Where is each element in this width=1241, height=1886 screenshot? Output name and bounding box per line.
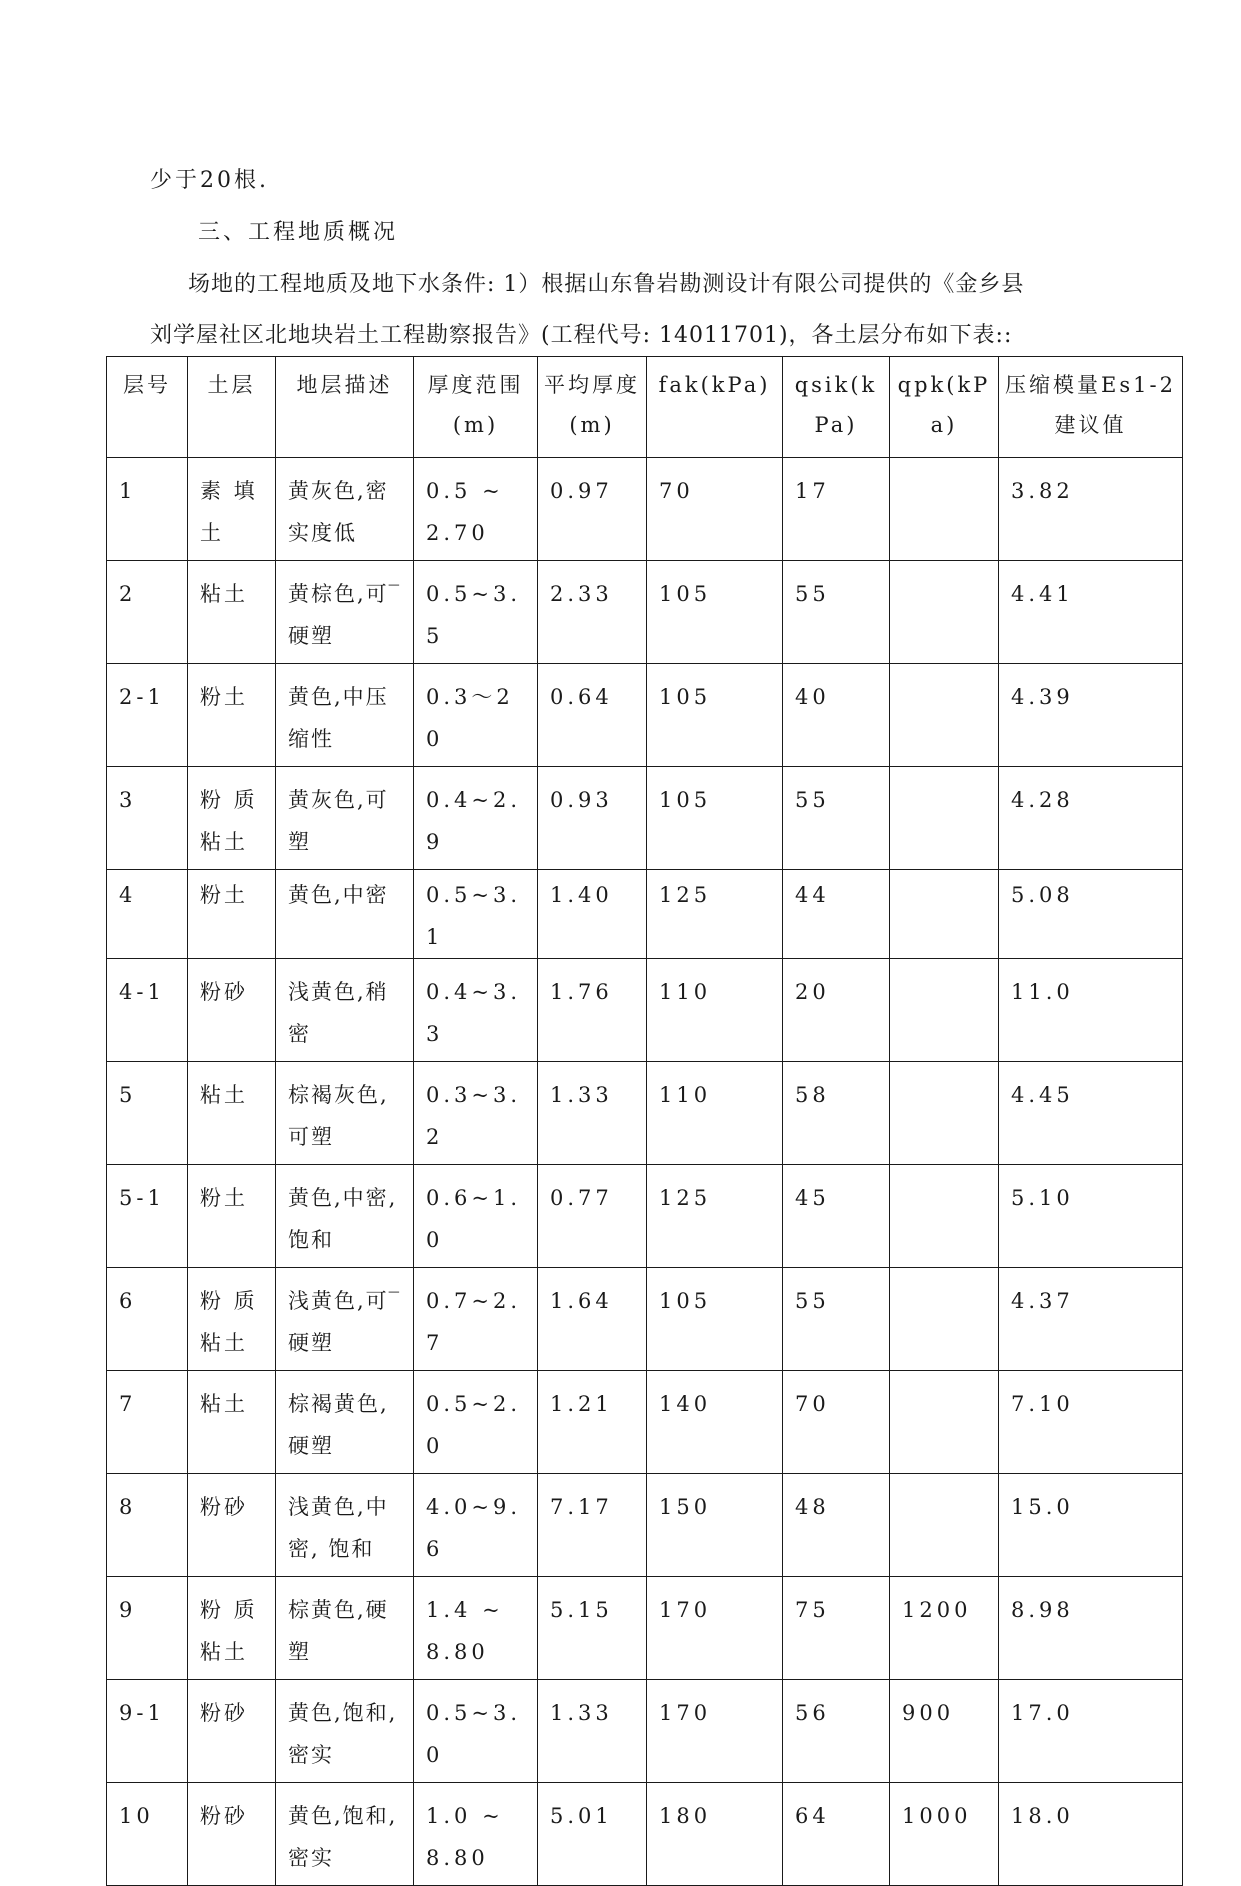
cell-qpk	[890, 1165, 999, 1268]
cell-compression-modulus: 17.0	[999, 1680, 1183, 1783]
cell-qpk	[890, 959, 999, 1062]
cell-thickness-range: 0.5~3.0	[414, 1680, 538, 1783]
cell-avg-thickness: 1.40	[538, 870, 647, 959]
section-heading: 三、工程地质概况	[198, 220, 399, 245]
cell-compression-modulus: 15.0	[999, 1474, 1183, 1577]
cell-qpk	[890, 1371, 999, 1474]
cell-layer-no: 9	[107, 1577, 188, 1680]
cell-layer-no: 1	[107, 458, 188, 561]
cell-description: 黄棕色,可‾硬塑	[276, 561, 414, 664]
table-row	[107, 1783, 1183, 1886]
cell-description: 黄色,饱和,密实	[276, 1680, 414, 1783]
cell-qsik: 75	[783, 1577, 890, 1680]
table-row	[107, 1371, 1183, 1474]
cell-fak: 125	[647, 870, 783, 959]
cell-fak: 110	[647, 959, 783, 1062]
cell-description: 浅黄色,稍密	[276, 959, 414, 1062]
header-cell-thickness-range: 厚度范围(m)	[414, 357, 538, 458]
cell-qpk	[890, 870, 999, 959]
cell-layer-no: 9-1	[107, 1680, 188, 1783]
paragraph-line-1: 少于20根.	[150, 168, 269, 193]
table-row	[107, 767, 1183, 870]
cell-soil: 粉土	[188, 1165, 276, 1268]
cell-thickness-range: 0.5~2.0	[414, 1371, 538, 1474]
table-row	[107, 1577, 1183, 1680]
cell-fak: 125	[647, 1165, 783, 1268]
cell-qsik: 70	[783, 1371, 890, 1474]
cell-compression-modulus: 3.82	[999, 458, 1183, 561]
cell-compression-modulus: 18.0	[999, 1783, 1183, 1886]
cell-compression-modulus: 5.08	[999, 870, 1183, 959]
cell-description: 棕黄色,硬塑	[276, 1577, 414, 1680]
cell-qpk	[890, 458, 999, 561]
cell-layer-no: 4-1	[107, 959, 188, 1062]
cell-qsik: 55	[783, 767, 890, 870]
cell-soil: 粉土	[188, 870, 276, 959]
cell-thickness-range: 0.5~3.1	[414, 870, 538, 959]
cell-qsik: 55	[783, 561, 890, 664]
cell-qpk	[890, 1268, 999, 1371]
cell-compression-modulus: 4.28	[999, 767, 1183, 870]
paragraph-line-4: 刘学屋社区北地块岩土工程勘察报告》(工程代号: 14011701)，各土层分布如下表::	[150, 323, 1013, 348]
cell-description: 黄色,中压缩性	[276, 664, 414, 767]
cell-thickness-range: 0.6~1.0	[414, 1165, 538, 1268]
cell-layer-no: 2	[107, 561, 188, 664]
cell-layer-no: 2-1	[107, 664, 188, 767]
cell-fak: 170	[647, 1577, 783, 1680]
cell-qsik: 48	[783, 1474, 890, 1577]
header-cell-qsik: qsik(kPa)	[783, 357, 890, 458]
cell-qsik: 55	[783, 1268, 890, 1371]
table-row	[107, 1165, 1183, 1268]
cell-compression-modulus: 4.39	[999, 664, 1183, 767]
cell-fak: 70	[647, 458, 783, 561]
cell-soil: 粉 质粘土	[188, 767, 276, 870]
cell-thickness-range: 0.5~3.5	[414, 561, 538, 664]
cell-description: 黄灰色,密实度低	[276, 458, 414, 561]
cell-fak: 105	[647, 1268, 783, 1371]
cell-soil: 粉砂	[188, 1783, 276, 1886]
cell-thickness-range: 0.7~2.7	[414, 1268, 538, 1371]
cell-description: 浅黄色,可‾硬塑	[276, 1268, 414, 1371]
cell-avg-thickness: 1.76	[538, 959, 647, 1062]
cell-compression-modulus: 5.10	[999, 1165, 1183, 1268]
cell-avg-thickness: 0.97	[538, 458, 647, 561]
cell-soil: 粉 质粘土	[188, 1268, 276, 1371]
cell-description: 棕褐黄色,硬塑	[276, 1371, 414, 1474]
cell-description: 黄色,中密,饱和	[276, 1165, 414, 1268]
header-cell-avg-thickness: 平均厚度(m)	[538, 357, 647, 458]
cell-soil: 粘土	[188, 561, 276, 664]
cell-avg-thickness: 5.01	[538, 1783, 647, 1886]
cell-fak: 150	[647, 1474, 783, 1577]
cell-qsik: 45	[783, 1165, 890, 1268]
cell-compression-modulus: 4.45	[999, 1062, 1183, 1165]
table-row	[107, 1680, 1183, 1783]
cell-layer-no: 10	[107, 1783, 188, 1886]
header-cell-description: 地层描述	[276, 357, 414, 458]
cell-thickness-range: 0.3~3.2	[414, 1062, 538, 1165]
table-row	[107, 870, 1183, 959]
cell-avg-thickness: 1.64	[538, 1268, 647, 1371]
cell-fak: 105	[647, 561, 783, 664]
cell-soil: 粘土	[188, 1371, 276, 1474]
table-row	[107, 1474, 1183, 1577]
cell-qpk: 1000	[890, 1783, 999, 1886]
cell-description: 黄色,中密	[276, 870, 414, 959]
cell-thickness-range: 1.0 ~8.80	[414, 1783, 538, 1886]
table-row	[107, 1062, 1183, 1165]
table-row	[107, 664, 1183, 767]
header-cell-soil: 土层	[188, 357, 276, 458]
cell-layer-no: 7	[107, 1371, 188, 1474]
cell-soil: 粉 质粘土	[188, 1577, 276, 1680]
soil-layer-table	[106, 356, 1183, 1886]
cell-soil: 粉砂	[188, 1474, 276, 1577]
cell-qsik: 40	[783, 664, 890, 767]
cell-fak: 180	[647, 1783, 783, 1886]
cell-layer-no: 3	[107, 767, 188, 870]
cell-description: 棕褐灰色,可塑	[276, 1062, 414, 1165]
cell-layer-no: 8	[107, 1474, 188, 1577]
cell-soil: 粘土	[188, 1062, 276, 1165]
cell-fak: 105	[647, 767, 783, 870]
cell-compression-modulus: 8.98	[999, 1577, 1183, 1680]
cell-fak: 170	[647, 1680, 783, 1783]
cell-compression-modulus: 4.37	[999, 1268, 1183, 1371]
table-body	[107, 357, 1183, 1886]
cell-fak: 140	[647, 1371, 783, 1474]
cell-avg-thickness: 2.33	[538, 561, 647, 664]
cell-fak: 105	[647, 664, 783, 767]
cell-thickness-range: 1.4 ~8.80	[414, 1577, 538, 1680]
cell-layer-no: 6	[107, 1268, 188, 1371]
cell-layer-no: 5-1	[107, 1165, 188, 1268]
cell-qsik: 44	[783, 870, 890, 959]
cell-thickness-range: 0.4~2.9	[414, 767, 538, 870]
cell-qpk	[890, 767, 999, 870]
cell-avg-thickness: 1.21	[538, 1371, 647, 1474]
cell-qpk	[890, 1062, 999, 1165]
cell-qpk	[890, 561, 999, 664]
cell-compression-modulus: 4.41	[999, 561, 1183, 664]
cell-avg-thickness: 0.93	[538, 767, 647, 870]
cell-layer-no: 4	[107, 870, 188, 959]
paragraph-line-3: 场地的工程地质及地下水条件: 1）根据山东鲁岩勘测设计有限公司提供的《金乡县	[188, 272, 1025, 297]
cell-avg-thickness: 5.15	[538, 1577, 647, 1680]
cell-thickness-range: 0.5 ~2.70	[414, 458, 538, 561]
cell-qsik: 58	[783, 1062, 890, 1165]
cell-avg-thickness: 0.77	[538, 1165, 647, 1268]
cell-thickness-range: 0.4~3.3	[414, 959, 538, 1062]
cell-layer-no: 5	[107, 1062, 188, 1165]
cell-description: 黄色,饱和,密实	[276, 1783, 414, 1886]
cell-qpk	[890, 664, 999, 767]
cell-soil: 粉砂	[188, 959, 276, 1062]
cell-compression-modulus: 11.0	[999, 959, 1183, 1062]
cell-compression-modulus: 7.10	[999, 1371, 1183, 1474]
cell-qsik: 20	[783, 959, 890, 1062]
cell-qsik: 56	[783, 1680, 890, 1783]
table-row	[107, 458, 1183, 561]
table-header-row	[107, 357, 1183, 458]
cell-soil: 粉砂	[188, 1680, 276, 1783]
cell-thickness-range: 4.0~9.6	[414, 1474, 538, 1577]
cell-description: 浅黄色,中密, 饱和	[276, 1474, 414, 1577]
cell-avg-thickness: 7.17	[538, 1474, 647, 1577]
table-row	[107, 959, 1183, 1062]
cell-avg-thickness: 0.64	[538, 664, 647, 767]
cell-soil: 素 填土	[188, 458, 276, 561]
cell-avg-thickness: 1.33	[538, 1680, 647, 1783]
header-cell-compression-modulus: 压缩模量Es1-2建议值	[999, 357, 1183, 458]
table-row	[107, 561, 1183, 664]
cell-qsik: 64	[783, 1783, 890, 1886]
cell-qsik: 17	[783, 458, 890, 561]
header-cell-fak: fak(kPa)	[647, 357, 783, 458]
header-cell-qpk: qpk(kPa)	[890, 357, 999, 458]
cell-thickness-range: 0.3～20	[414, 664, 538, 767]
cell-qpk: 1200	[890, 1577, 999, 1680]
cell-soil: 粉土	[188, 664, 276, 767]
table-row	[107, 1268, 1183, 1371]
cell-qpk	[890, 1474, 999, 1577]
cell-fak: 110	[647, 1062, 783, 1165]
cell-description: 黄灰色,可塑	[276, 767, 414, 870]
header-cell-layer-no: 层号	[107, 357, 188, 458]
cell-avg-thickness: 1.33	[538, 1062, 647, 1165]
cell-qpk: 900	[890, 1680, 999, 1783]
